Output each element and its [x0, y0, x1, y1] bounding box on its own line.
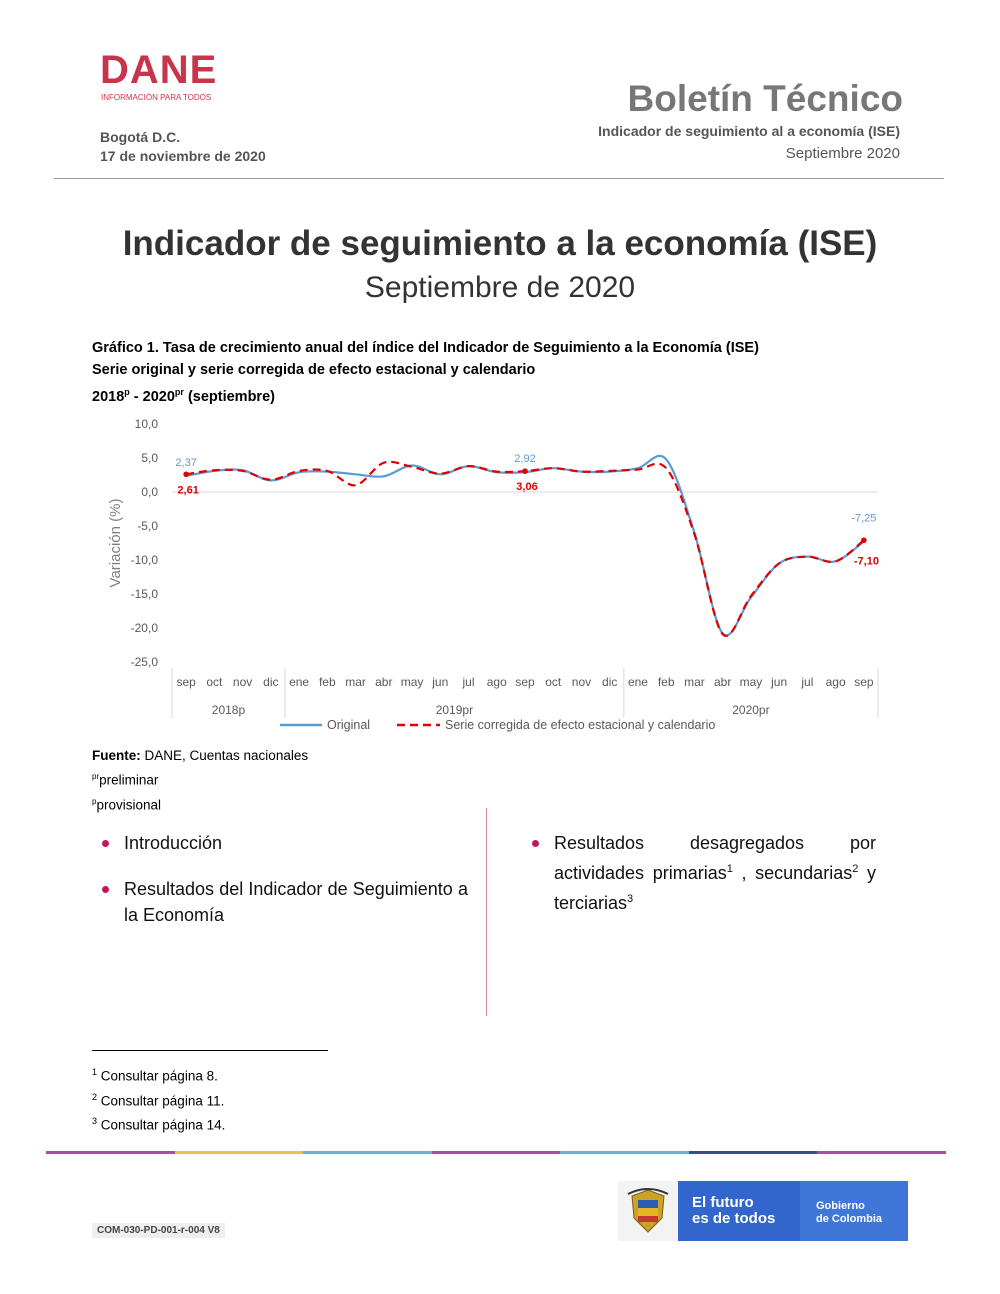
y-tick-label: 0,0	[141, 485, 158, 499]
x-tick-label: sep	[854, 675, 874, 689]
x-tick-label: dic	[602, 675, 618, 689]
stripe-segment	[817, 1151, 946, 1154]
data-label: -7,10	[853, 555, 879, 568]
toc-right	[530, 830, 876, 936]
x-tick-label: feb	[657, 675, 675, 689]
x-tick-label: may	[400, 675, 424, 689]
y-tick-label: 5,0	[141, 451, 158, 465]
y-tick-label: -10,0	[130, 553, 158, 567]
publication-date: 17 de noviembre de 2020	[100, 148, 266, 164]
footnotes	[92, 1062, 225, 1136]
y-tick-label: 10,0	[134, 417, 158, 431]
document-type: Boletín Técnico	[627, 78, 903, 119]
page-subtitle: Septiembre de 2020	[364, 271, 636, 304]
bullet-icon	[102, 886, 109, 893]
stripe-segment	[175, 1151, 304, 1154]
stripe-segment	[303, 1151, 432, 1154]
footer-color-stripe	[46, 1151, 946, 1154]
toc-item-resultados-ise[interactable]: Resultados del Indicador de Seguimiento a la Economía	[100, 876, 468, 928]
y-tick-label: -15,0	[130, 587, 158, 601]
caption-line-3: $2018^p - 2020^{pr}$ (septiembre)	[92, 387, 275, 405]
toc-divider	[486, 808, 487, 1016]
x-tick-label: nov	[232, 675, 253, 689]
data-label: 2,37	[175, 456, 197, 469]
x-tick-label: ene	[289, 675, 310, 689]
data-point-marker	[183, 471, 189, 477]
caption-line-1: Gráfico 1. Tasa de crecimiento anual del índice del Indicador de Seguimiento a la Economía (ISE)	[92, 340, 759, 356]
x-tick-label: sep	[515, 675, 535, 689]
caption-line-2: Serie original y serie corregida de efecto estacional y calendario	[92, 362, 536, 378]
x-tick-label: may	[739, 675, 763, 689]
gobierno-name-block: Gobierno de Colombia	[800, 1181, 908, 1241]
stripe-segment	[689, 1151, 818, 1154]
stripe-segment	[560, 1151, 689, 1154]
x-tick-label: dic	[263, 675, 279, 689]
footnote-1: $^1$ Consultar página 8.	[92, 1067, 218, 1084]
colombia-shield-icon	[618, 1181, 678, 1241]
footnote-3: $^3$ Consultar página 14.	[92, 1116, 226, 1133]
year-group-label: 2018p	[211, 703, 246, 717]
document-subject: Indicador de seguimiento al a economía (ISE)	[598, 123, 900, 139]
x-tick-label: ago	[486, 675, 507, 689]
toc-item-introduccion[interactable]: Introducción	[100, 830, 468, 856]
bullet-icon	[102, 840, 109, 847]
y-tick-label: -25,0	[130, 655, 158, 669]
dane-logo: DANE	[100, 48, 218, 92]
footnote-divider	[92, 1050, 328, 1051]
legend-adjusted-label: Serie corregida de efecto estacional y calendario	[445, 718, 716, 732]
y-tick-label: -5,0	[137, 519, 158, 533]
data-label: 2,61	[177, 484, 199, 497]
x-tick-label: sep	[176, 675, 196, 689]
data-point-marker	[522, 468, 528, 474]
figure-caption	[92, 337, 912, 408]
y-axis-label: Variación (%)	[107, 498, 124, 588]
legend-original-label: Original	[327, 718, 371, 732]
x-tick-label: jun	[432, 675, 449, 689]
figure-source: Fuente: DANE, Cuentas nacionales $^{pr}$preliminar $^p$provisional	[92, 748, 309, 812]
x-tick-label: jun	[771, 675, 788, 689]
x-tick-label: feb	[318, 675, 336, 689]
x-tick-label: ene	[627, 675, 648, 689]
y-tick-label: -20,0	[130, 621, 158, 635]
page-title: Indicador de seguimiento a la economía (ISE)	[122, 224, 878, 263]
x-tick-label: abr	[375, 675, 393, 689]
slogan-block: El futuro es de todos	[678, 1181, 800, 1241]
year-group-label: 2019pr	[435, 703, 474, 717]
data-label: 2,92	[514, 453, 536, 466]
bullet-icon	[532, 840, 539, 847]
stripe-segment	[432, 1151, 561, 1154]
toc-item-resultados-desagregados[interactable]: Resultados desagregados por actividades primarias$^1$ , secundarias$^2$ y terciarias$^3$	[530, 830, 876, 916]
x-tick-label: ago	[825, 675, 846, 689]
data-point-marker	[861, 537, 867, 543]
gobierno-banner	[618, 1181, 908, 1241]
city: Bogotá D.C.	[100, 129, 181, 145]
footnote-2: $^2$ Consultar página 11.	[92, 1091, 225, 1108]
header-divider	[54, 178, 944, 179]
x-tick-label: oct	[206, 675, 223, 689]
x-tick-label: oct	[545, 675, 562, 689]
x-tick-label: jul	[801, 675, 814, 689]
x-tick-label: mar	[684, 675, 705, 689]
year-group-label: 2020pr	[732, 703, 770, 717]
x-tick-label: jul	[462, 675, 475, 689]
x-tick-label: abr	[714, 675, 732, 689]
ise-line-chart	[100, 414, 890, 739]
x-tick-label: nov	[571, 675, 592, 689]
document-period: Septiembre 2020	[785, 145, 900, 162]
data-label: 3,06	[516, 481, 538, 494]
dane-logo-tagline: INFORMACIÓN PARA TODOS	[101, 93, 212, 102]
data-label: -7,25	[851, 512, 877, 525]
x-tick-label: mar	[345, 675, 366, 689]
document-code: COM-030-PD-001-r-004 V8	[92, 1223, 225, 1238]
toc-left	[100, 830, 468, 948]
stripe-segment	[46, 1151, 175, 1154]
